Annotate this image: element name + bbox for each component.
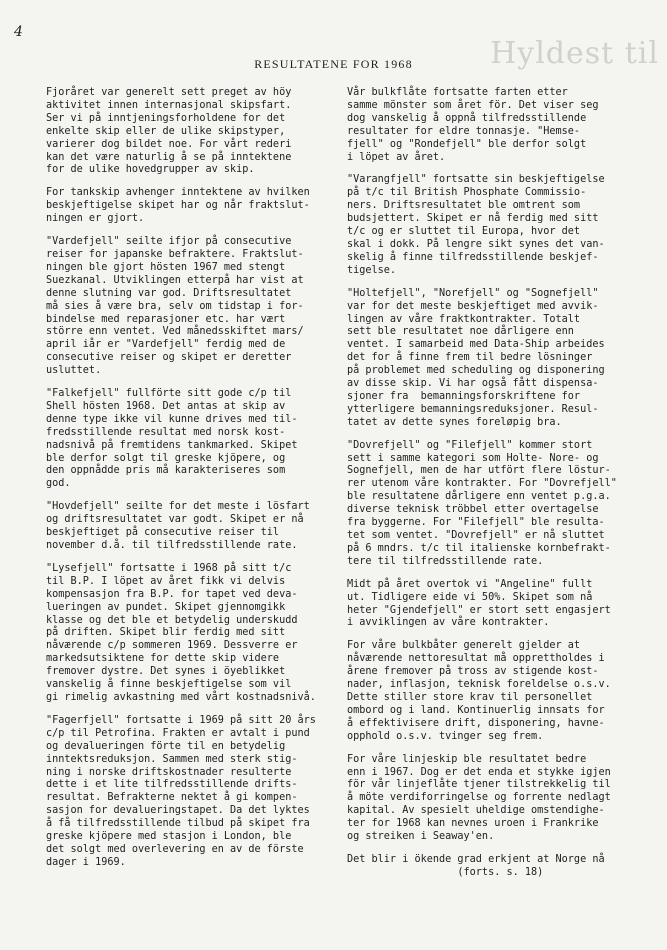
text-line: å effektivisere drift, disponering, havne- (347, 717, 605, 729)
text-line: "Lysefjell" fortsatte i 1968 på sitt t/c (46, 562, 292, 574)
text-line: sjoner fra bemanningsforskriftene for (347, 390, 581, 402)
page-number: 4 (14, 24, 23, 40)
text-line: den oppnådde pris må karakteriseres som (46, 465, 286, 477)
text-line: Fjoråret var generelt sett preget av höy (46, 87, 292, 98)
text-line: bindelse med reparasjoner etc. har vært (46, 313, 286, 325)
left-column (46, 87, 332, 880)
paragraph (46, 715, 332, 870)
paragraph (347, 854, 639, 880)
text-line: consecutive reiser og skipet er deretter (46, 352, 292, 364)
text-line: på problemet med scheduling og disponering (347, 365, 605, 377)
paragraph (46, 501, 332, 553)
text-line: det for å finne frem til bedre lösninger (347, 352, 593, 364)
text-line: denne slutning var god. Driftsresultatet (46, 287, 292, 299)
text-line: ningen ble gjort hösten 1967 med stengt (46, 261, 286, 273)
text-line: Shell hösten 1968. Det antas at skip av (46, 400, 286, 412)
text-line: god. (46, 478, 71, 490)
paragraph (46, 187, 332, 226)
text-line: ventet. I samarbeid med Data-Ship arbeides (347, 339, 605, 351)
text-line: budsjettert. Skipet er nå ferdig med sitt (347, 213, 599, 225)
text-line: denne type ikke vil kunne drives med til- (46, 413, 298, 425)
text-line: inntektsreduksjon. Sammen med sterk stig- (46, 753, 298, 765)
text-line: nåværende c/p sommeren 1969. Dessverre er (46, 640, 298, 652)
text-line: usluttet. (46, 365, 102, 377)
text-line: "Varangfjell" fortsatte sin beskjeftigelse (347, 174, 605, 186)
show-through-text: Hyldest til (490, 36, 659, 71)
text-line: rer utenom våre kontrakter. For "Dovrefjell" (347, 478, 617, 490)
text-line: ombord og i land. Kontinuerlig innsats for (347, 704, 605, 716)
text-line: For våre linjeskip ble resultatet bedre (347, 753, 587, 765)
text-line: enn i 1967. Dog er det enda et stykke igjen (347, 766, 611, 778)
text-line: Ser vi på inntjeningsforholdene for det (46, 112, 286, 124)
text-line: og driftsresultatet var godt. Skipet er nå (46, 514, 304, 526)
text-line: heter "Gjendefjell" er stort sett engasjert (347, 604, 611, 616)
text-line: av disse skip. Vi har også fått dispensa- (347, 378, 599, 390)
text-line: dette i et lite tilfredsstillende drifts- (46, 779, 298, 791)
text-line: i avviklingen av våre kontrakter. (347, 617, 550, 629)
paragraph (347, 87, 639, 164)
text-line: resultat. Befrakterne nektet å gi kompen- (46, 792, 298, 804)
text-line: greske kjöpere med stasjon i London, ble (46, 831, 292, 843)
paragraph (347, 440, 639, 569)
text-line: markedsutsiktene for dette skip videre (46, 653, 280, 665)
paragraph (347, 754, 639, 844)
text-line: gi rimelig avkastning med vårt kostnadsnivå. (46, 691, 316, 703)
text-line: sett ble resultatet noe dårligere enn (347, 326, 574, 338)
text-line: för vår linjeflåte tjener tilstrekkelig til (347, 779, 611, 791)
text-line: det solgt med overlevering en av de förste (46, 843, 304, 855)
paragraph (46, 388, 332, 491)
text-line: Midt på året overtok vi "Angeline" fullt (347, 578, 593, 590)
text-line: "Holtefjell", "Norefjell" og "Sognefjell" (347, 287, 599, 299)
text-line: og devalueringen förte til en betydelig (46, 740, 286, 752)
text-line: (forts. s. 18) (347, 866, 544, 878)
text-line: beskjeftigelse skipet har og når fraktslut- (46, 200, 310, 212)
text-line: aktivitet innen internasjonal skipsfart. (46, 99, 292, 111)
text-line: nåværende nettoresultat må opprettholdes i (347, 653, 605, 665)
text-line: på 6 mndrs. t/c til italienske kornbefrakt- (347, 542, 611, 554)
paragraph (46, 563, 332, 705)
text-line: varierer dog bildet noe. For vårt rederi (46, 138, 292, 150)
text-line: sasjon for devalueringstapet. Da det lyktes (46, 805, 310, 817)
text-line: for de ulike hovedgrupper av skip. (46, 164, 255, 176)
text-line: t/c og er sluttet til Europa, hvor det (347, 226, 581, 238)
text-line: enkelte skip eller de ulike skipstyper, (46, 125, 286, 137)
text-line: fremover dystre. Det synes i öyeblikket (46, 666, 286, 678)
text-line: Sognefjell, men de har utfört flere löstur- (347, 465, 611, 477)
text-line: klasse og det ble et betydelig underskudd (46, 614, 298, 626)
text-line: Dette stiller store krav til personellet (347, 691, 593, 703)
text-line: på driften. Skipet blir ferdig med sitt (46, 627, 286, 639)
text-line: var for det meste beskjeftiget med avvik- (347, 300, 599, 312)
text-line: beskjeftiget på consecutive reiser til (46, 527, 280, 539)
text-line: "Dovrefjell" og "Filefjell" kommer stort (347, 439, 593, 451)
text-line: "Fagerfjell" fortsatte i 1969 på sitt 20 års (46, 714, 316, 726)
text-line: må sies å være bra, selv om tidstap i for- (46, 300, 304, 312)
text-line: skal i dokk. På lengre sikt synes det van- (347, 238, 605, 250)
text-line: lueringen av pundet. Skipet gjennomgikk (46, 601, 286, 613)
text-line: dager i 1969. (46, 856, 126, 868)
text-line: For tankskip avhenger inntektene av hvilken (46, 187, 310, 199)
text-line: ut. Tidligere eide vi 50%. Skipet som nå (347, 591, 593, 603)
paragraph (46, 87, 332, 177)
text-line: til B.P. I löpet av året fikk vi delvis (46, 575, 286, 587)
text-line: tigelse. (347, 264, 397, 276)
text-line: resultater for eldre tonnasje. "Hemse- (347, 125, 581, 137)
text-line: ytterligere bemanningsreduksjoner. Resul- (347, 403, 599, 415)
text-line: opphold o.s.v. tvinger seg frem. (347, 730, 544, 742)
text-line: fjell" og "Rondefjell" ble derfor solgt (347, 138, 587, 150)
text-line: kan det være naturlig å se på inntektene (46, 151, 292, 163)
text-line: tet som ventet. "Dovrefjell" er nå sluttet (347, 530, 605, 541)
paragraph (347, 288, 639, 430)
text-line: kapital. Av spesielt uheldige omstendighe- (347, 805, 605, 817)
text-line: kompensasjon fra B.P. for tapet ved deva- (46, 588, 298, 600)
right-column (347, 87, 639, 890)
text-line: tere til tilfredsstillende rate. (347, 555, 544, 567)
text-line: ning i norske driftskostnader resulterte (46, 766, 292, 778)
text-line: c/p til Petrofina. Frakten er avtalt i pund (46, 727, 310, 739)
text-line: sett i samme kategori som Holte- Nore- og (347, 452, 599, 464)
text-line: större enn ventet. Ved månedsskiftet mars/ (46, 326, 304, 338)
text-line: "Hovdefjell" seilte for det meste i lösfart (46, 501, 310, 513)
text-line: ningen er gjort. (46, 213, 145, 225)
text-line: Det blir i ökende grad erkjent at Norge nå (347, 853, 605, 865)
text-line: For våre bulkbåter generelt gjelder at (347, 640, 581, 652)
text-line: og streiken i Seaway'en. (347, 831, 495, 843)
text-line: nader, inflasjon, teknisk foreldelse o.s.v. (347, 679, 611, 691)
text-line: reiser for japanske befraktere. Fraktslut- (46, 248, 304, 260)
page-title: RESULTATENE FOR 1968 (254, 57, 413, 71)
text-line: "Falkefjell" fullförte sitt gode c/p til (46, 388, 292, 400)
text-line: dog vanskelig å oppnå tilfredsstillende (347, 112, 587, 124)
text-line: "Vardefjell" seilte ifjor på consecutive (46, 236, 292, 248)
text-line: ble resultatene dårligere enn ventet p.g.a. (347, 491, 611, 503)
text-line: Vår bulkflåte fortsatte farten etter (347, 87, 568, 98)
text-line: diverse teknisk tröbbel etter overtagelse (347, 504, 599, 516)
text-line: skelig å finne tilfredsstillende beskjef- (347, 251, 599, 263)
text-line: Suezkanal. Utviklingen etterpå har vist at (46, 274, 304, 286)
paragraph (46, 236, 332, 378)
text-line: ners. Driftsresultatet ble omtrent som (347, 200, 581, 212)
text-line: på t/c til British Phosphate Commissio- (347, 187, 587, 199)
text-line: vanskelig å finne beskjeftigelse som vil (46, 679, 292, 691)
text-line: november d.å. til tilfredsstillende rate. (46, 540, 298, 551)
text-line: ble derfor solgt til greske kjöpere, og (46, 452, 286, 464)
text-line: samme mönster som året för. Det viser seg (347, 99, 599, 111)
paragraph (347, 579, 639, 631)
text-line: å möte verdiforringelse og forrente nedlagt (347, 792, 611, 804)
text-line: å få tilfredsstillende tilbud på skipet fra (46, 818, 310, 830)
text-line: årene fremover på tross av stigende kost- (347, 666, 599, 678)
text-line: fra byggerne. For "Filefjell" ble resulta- (347, 517, 605, 529)
text-line: fredsstillende resultat med norsk kost- (46, 426, 286, 438)
paragraph (347, 640, 639, 743)
text-line: april iår er "Vardefjell" ferdig med de (46, 339, 286, 351)
paragraph (347, 174, 639, 277)
text-line: lingen av våre fraktkontrakter. Totalt (347, 313, 581, 325)
text-line: ter for 1968 kan nevnes uroen i Frankrike (347, 818, 599, 830)
text-line: tatet av dette synes foreløpig bra. (347, 416, 562, 428)
text-line: i löpet av året. (347, 151, 446, 163)
text-line: nadsnivå på fremtidens tankmarked. Skipet (46, 439, 298, 451)
